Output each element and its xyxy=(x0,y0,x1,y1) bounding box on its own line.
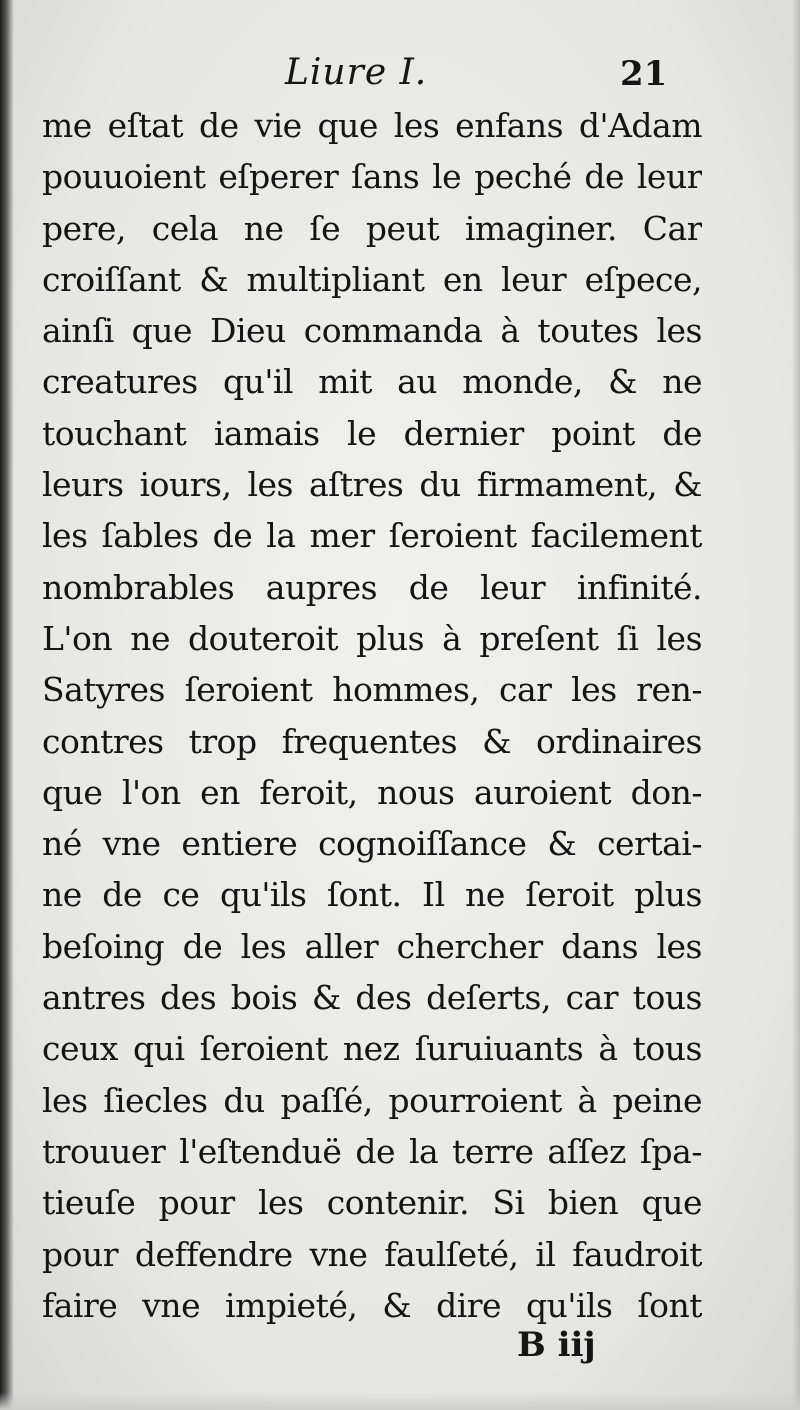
text-line: tieuſe pour les contenir. Si bien que xyxy=(42,1183,702,1223)
page-number: 21 xyxy=(620,54,668,94)
page-header xyxy=(0,52,800,98)
text-line: Satyres ſeroient hommes, car les ren- xyxy=(42,670,702,710)
text-line: creatures qu'il mit au monde, & ne xyxy=(42,362,702,402)
text-line: ainſi que Dieu commanda à toutes les xyxy=(42,311,702,351)
text-line: que l'on en feroit, nous auroient don- xyxy=(42,772,702,812)
text-line: leurs iours, les aſtres du firmament, & xyxy=(42,465,702,505)
text-line: pere, cela ne ſe peut imaginer. Car xyxy=(42,208,702,248)
text-line: croiſſant & multipliant en leur eſpece, xyxy=(42,259,702,299)
page-footer xyxy=(0,1325,800,1375)
page-edge-right xyxy=(792,0,800,1410)
text-line: antres des bois & des deſerts, car tous xyxy=(42,978,702,1018)
text-line: touchant iamais le dernier point de xyxy=(42,413,702,453)
text-line: L'on ne douteroit plus à preſent ſi les xyxy=(42,618,702,658)
running-title: Liure I. xyxy=(285,52,428,93)
text-line: les ſiecles du paſſé, pourroient à peine xyxy=(42,1080,702,1120)
text-line: beſoing de les aller chercher dans les xyxy=(42,926,702,966)
text-line: nombrables aupres de leur infinité. xyxy=(42,567,702,607)
body-text xyxy=(42,100,702,1331)
text-line: trouuer l'eſtenduë de la terre aſſez ſpa- xyxy=(42,1131,702,1171)
text-line: pour deffendre vne faulſeté, il faudroit xyxy=(42,1234,702,1274)
text-line: né vne entiere cognoiſſance & certai- xyxy=(42,824,702,864)
text-line: ceux qui ſeroient nez ſuruiuants à tous xyxy=(42,1029,702,1069)
text-line: ne de ce qu'ils ſont. Il ne ſeroit plus xyxy=(42,875,702,915)
binding-shadow xyxy=(0,0,14,1410)
page-edge-bottom xyxy=(0,1392,800,1410)
signature-mark: B iij xyxy=(517,1325,596,1365)
text-line: faire vne impieté, & dire qu'ils ſont xyxy=(42,1285,702,1325)
text-line: pouuoient eſperer ſans le peché de leur xyxy=(42,157,702,197)
text-line: me eſtat de vie que les enfans d'Adam xyxy=(42,106,702,145)
text-line: contres trop frequentes & ordinaires xyxy=(42,721,702,761)
text-line: les ſables de la mer ſeroient facilement xyxy=(42,516,702,556)
